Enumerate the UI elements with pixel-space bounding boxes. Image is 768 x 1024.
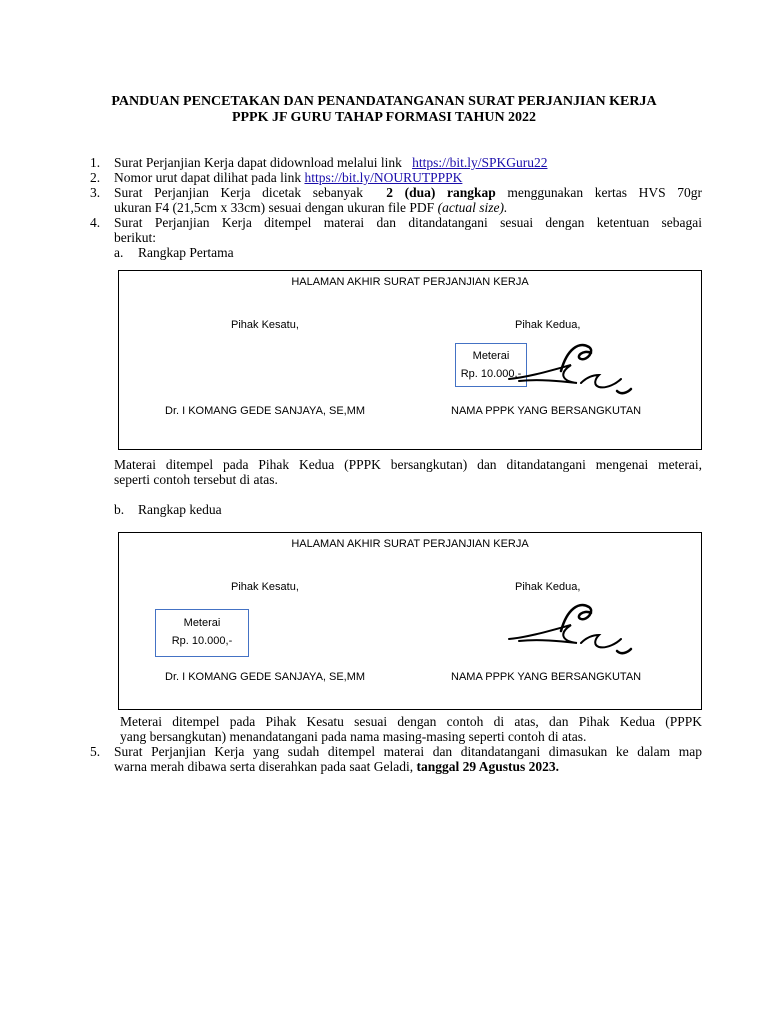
item-4-line2: berikut: [114,230,156,245]
sub-a-letter: a. [114,245,124,260]
sub-b-label: Rangkap kedua [138,502,222,517]
note-a-line1: Materai ditempel pada Pihak Kedua (PPPK bersangkutan) dan ditandatangani mengenai meterai, [114,457,702,472]
item-3-text-c: ukuran F4 (21,5cm x 33cm) sesuai dengan ukuran file PDF [114,200,435,215]
party2-label: Pihak Kedua, [515,319,581,331]
item-1-text: Surat Perjanjian Kerja dapat didownload melalui link [114,155,402,170]
item-3-text-b: menggunakan kertas HVS 70gr [507,185,703,200]
item-4-line1: Surat Perjanjian Kerja ditempel materai dan ditandatangani sesuai dengan ketentuan sebagai [114,215,702,230]
party1-label: Pihak Kesatu, [231,319,299,331]
item-3-text-a: Surat Perjanjian Kerja dicetak sebanyak [114,185,363,200]
signature-mark [499,599,639,659]
stamp-value: Rp. 10.000,- [460,368,522,380]
party1-label: Pihak Kesatu, [231,581,299,593]
party2-name: NAMA PPPK YANG BERSANGKUTAN [451,405,642,417]
item-3-italic: (actual size). [437,200,508,215]
meterai-stamp [155,609,249,657]
document-title-line2: PPPK JF GURU TAHAP FORMASI TAHUN 2022 [231,110,537,125]
item-number: 1. [90,155,101,170]
note-b-line1: Meterai ditempel pada Pihak Kesatu sesuai dengan contoh di atas, dan Pihak Kedua (PPPK [120,714,702,729]
item-5-line2 [114,759,559,774]
sub-b-letter: b. [114,502,125,517]
stamp-label: Meterai [183,617,221,629]
item-5-line1: Surat Perjanjian Kerja yang sudah ditempel materai dan ditandatangani dimasukan ke dalam map [114,744,702,759]
item-3-bold: 2 (dua) rangkap [386,185,496,200]
stamp-label: Meterai [472,350,510,362]
signature-box-first [118,270,702,450]
item-3-line1 [114,185,702,200]
item-5-date: tanggal 29 Agustus 2023. [416,759,560,774]
item-3-line2 [114,200,507,215]
item-1 [114,155,547,170]
item-5-text: warna merah dibawa serta diserahkan pada saat Geladi, [114,759,414,774]
stamp-value: Rp. 10.000,- [171,635,233,647]
sub-a-label: Rangkap Pertama [138,245,234,260]
party1-name: Dr. I KOMANG GEDE SANJAYA, SE,MM [165,405,366,417]
note-a-line2: seperti contoh tersebut di atas. [114,472,278,487]
item-number: 2. [90,170,101,185]
note-b-line2: yang bersangkutan) menandatangani pada nama masing-masing seperti contoh di atas. [120,729,587,744]
item-2-text: Nomor urut dapat dilihat pada link [114,170,302,185]
item-number: 5. [90,744,101,759]
item-number: 3. [90,185,101,200]
signature-mark [499,339,639,399]
download-link[interactable]: https://bit.ly/SPKGuru22 [412,155,548,170]
item-number: 4. [90,215,101,230]
party2-name: NAMA PPPK YANG BERSANGKUTAN [451,671,642,683]
document-title-line1: PANDUAN PENCETAKAN DAN PENANDATANGANAN SURAT PERJANJIAN KERJA [111,94,657,109]
party2-label: Pihak Kedua, [515,581,581,593]
item-2 [114,170,462,185]
box-header: HALAMAN AKHIR SURAT PERJANJIAN KERJA [291,276,529,288]
signature-box-second [118,532,702,710]
nourut-link[interactable]: https://bit.ly/NOURUTPPPK [304,170,463,185]
box-header: HALAMAN AKHIR SURAT PERJANJIAN KERJA [291,538,529,550]
party1-name: Dr. I KOMANG GEDE SANJAYA, SE,MM [165,671,366,683]
